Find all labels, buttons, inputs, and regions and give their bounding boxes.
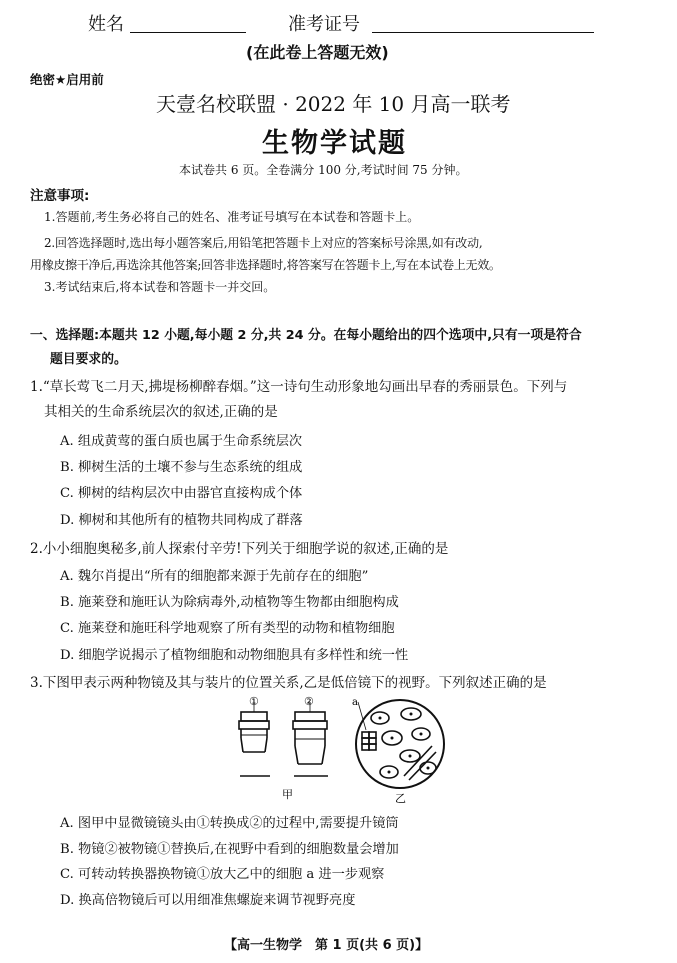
question-2-option-c[interactable]: C. 施莱登和施旺科学地观察了所有类型的动物和植物细胞 — [60, 621, 395, 636]
instructions-heading: 注意事项: — [30, 188, 90, 204]
name-label: 姓名 — [88, 14, 124, 35]
cell-a-label: a — [352, 697, 358, 708]
subject-title: 生物学试题 — [262, 128, 407, 159]
page-footer: 【高一生物学 第 1 页(共 6 页)】 — [224, 938, 429, 953]
jia-label: 甲 — [282, 788, 293, 801]
question-2-option-b[interactable]: B. 施莱登和施旺认为除病毒外,动植物等生物都由细胞构成 — [60, 595, 399, 610]
question-3-stem: 3.下图甲表示两种物镜及其与装片的位置关系,乙是低倍镜下的视野。下列叙述正确的是 — [30, 675, 547, 691]
question-1-option-b[interactable]: B. 柳树生活的土壤不参与生态系统的组成 — [60, 460, 303, 475]
instruction-item: 2.回答选择题时,选出每小题答案后,用铅笔把答题卡上对应的答案标号涂黑,如有改动, — [44, 236, 483, 250]
exam-id-field[interactable] — [372, 16, 594, 33]
section-heading: 一、选择题:本题共 12 小题,每小题 2 分,共 24 分。在每小题给出的四个选项中,只有一项是符合 — [30, 328, 582, 343]
exam-id-label: 准考证号 — [288, 14, 360, 35]
question-3-option-d[interactable]: D. 换高倍物镜后可以用细准焦螺旋来调节视野亮度 — [60, 893, 356, 908]
instruction-item: 3.考试结束后,将本试卷和答题卡一并交回。 — [44, 280, 276, 294]
question-3-option-a[interactable]: A. 图甲中显微镜镜头由①转换成②的过程中,需要提升镜筒 — [60, 816, 399, 831]
question-1-stem-cont: 其相关的生命系统层次的叙述,正确的是 — [44, 404, 278, 420]
name-field[interactable] — [130, 16, 246, 33]
answer-notice: (在此卷上答题无效) — [246, 43, 389, 62]
instruction-item: 1.答题前,考生务必将自己的姓名、准考证号填写在本试卷和答题卡上。 — [44, 210, 420, 224]
objective-lens-1 — [239, 702, 269, 752]
question-1-option-d[interactable]: D. 柳树和其他所有的植物共同构成了群落 — [60, 513, 303, 528]
lens-1-label: ① — [249, 695, 259, 708]
section-heading-cont: 题目要求的。 — [50, 352, 127, 367]
lens-2-label: ② — [304, 695, 314, 708]
question-2-option-a[interactable]: A. 魏尔肖提出“所有的细胞都来源于先前存在的细胞” — [60, 569, 369, 584]
question-1-stem: 1.“草长莺飞二月天,拂堤杨柳醉春烟。”这一诗句生动形象地勾画出早春的秀丽景色。下列与 — [30, 379, 568, 395]
exam-info: 本试卷共 6 页。全卷满分 100 分,考试时间 75 分钟。 — [179, 163, 468, 177]
question-3-option-c[interactable]: C. 可转动转换器换物镜①放大乙中的细胞 a 进一步观察 — [60, 867, 385, 882]
microscope-figure — [228, 694, 458, 812]
objective-lens-2 — [293, 702, 327, 764]
field-of-view — [356, 700, 444, 788]
question-3-option-b[interactable]: B. 物镜②被物镜①替换后,在视野中看到的细胞数量会增加 — [60, 842, 399, 857]
question-1-option-c[interactable]: C. 柳树的结构层次中由器官直接构成个体 — [60, 486, 303, 501]
question-1-option-a[interactable]: A. 组成黄莺的蛋白质也属于生命系统层次 — [60, 434, 303, 449]
instruction-item: 用橡皮擦干净后,再选涂其他答案;回答非选择题时,将答案写在答题卡上,写在本试卷上无效。 — [30, 258, 501, 272]
question-2-option-d[interactable]: D. 细胞学说揭示了植物细胞和动物细胞具有多样性和统一性 — [60, 648, 409, 663]
yi-label: 乙 — [395, 792, 406, 805]
question-2-stem: 2.小小细胞奥秘多,前人探索付辛劳!下列关于细胞学说的叙述,正确的是 — [30, 541, 449, 557]
secret-label: 绝密★启用前 — [30, 72, 104, 87]
exam-title: 天壹名校联盟 · 2022 年 10 月高一联考 — [156, 92, 511, 116]
